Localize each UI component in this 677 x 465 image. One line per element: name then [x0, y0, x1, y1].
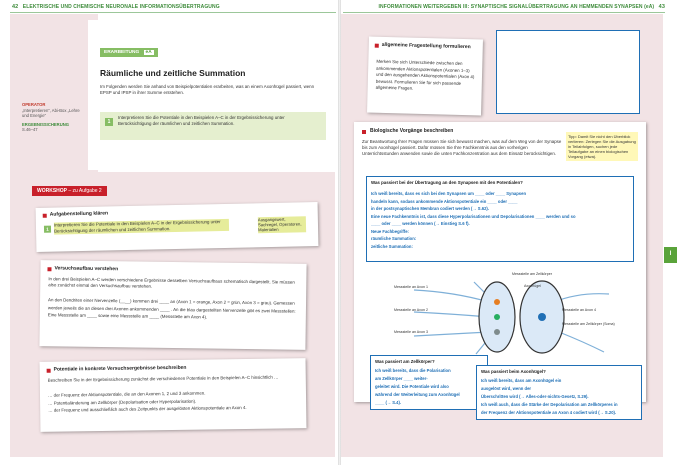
synapse-line: Eine neue Fachkenntnis ist, dass diese Hyperpolarisationen und Depolarisationen ____ werden und so — [371, 213, 576, 219]
synapse-line: in der postsynaptischen Membran codiert werden (→ S.62). — [371, 206, 489, 211]
task-number: 1 — [105, 118, 113, 126]
synapse-axon2 — [494, 314, 500, 320]
label-axon3: Messstelle an Axon 3 — [394, 330, 428, 334]
card3-line: … der Frequenz und ausschließlich auch des Zeitpunkts der ausgelösten Aktionspotentiale an Axon 4. — [48, 404, 247, 413]
axonhuegel-line: ausgelöst wird, wenn der — [481, 386, 532, 391]
synapse-line: ____ oder ____ werden können (→ Einstieg S.6 f). — [371, 221, 470, 226]
soma-nucleus — [538, 313, 546, 321]
section-intro: Im Folgenden werden Sie anhand von Beispielpotentialen erarbeiten, was an einem Axonhügel passiert, wenn EPSP und IPSP in ihrer Summe entstehen. — [100, 84, 315, 95]
right-header — [379, 4, 665, 10]
card1-marker — [43, 214, 47, 218]
result-text: S.46–47 — [22, 127, 38, 132]
result-label: ERGEBNISSICHERUNG — [22, 121, 69, 127]
erarbeitung-badge-suffix: eA — [145, 50, 152, 55]
label-axon2: Messstelle an Axon 2 — [394, 308, 428, 312]
left-header — [12, 4, 220, 10]
box1-title: allgemeine Fragestellung formulieren — [381, 41, 471, 51]
card3-intro: Beschreiben Sie in der Ergebnissicherung zunächst die verschiedenen Potentiale in den Beispielen A–C hinsichtlich … — [47, 374, 279, 383]
card-potentiale — [40, 358, 307, 432]
zellkoerper-answer-box — [370, 355, 488, 410]
card3-line: … Potentialänderung am Zellkörper (Depolarisation oder Hyperpolarisation). — [48, 398, 197, 406]
zellkoerper-lines — [375, 367, 485, 407]
right-header-title: INFORMATIONEN WEITERGEBEN III: SYNAPTISCHE SIGNALÜBERTRAGUNG AN HEMMENDEN SYNAPSEN (eA) — [378, 4, 655, 10]
card1-title: Aufgabenstellung klären — [49, 210, 109, 218]
zellkoerper-line: Ich weiß bereits, dass die Polarisation — [375, 368, 451, 373]
label-axon4: Messstelle an Axon 4 — [562, 308, 596, 312]
zellkoerper-line: ____ (→ S.4). — [375, 400, 402, 405]
task-box — [100, 112, 326, 140]
tipp-note: Tipp: Damit Sie nicht den Überblick verlieren: Zerlegen Sie die Ausgabung in Teilabfolgen, suchen jede Teilaufgabe an einen biologischen Vorgang (etwa). — [566, 132, 638, 161]
workshop-badge — [32, 186, 107, 196]
workshop-label: WORKSHOP — [37, 188, 67, 194]
axonhuegel-answer-box — [476, 365, 642, 420]
operator-label: OPERATOR — [22, 102, 46, 107]
synapse-line: Ich weiß bereits, dass es sich bei den Synapsen um ____ oder ____ Synapsen — [371, 191, 527, 196]
card-versuchsaufbau — [39, 260, 306, 350]
card3-marker — [47, 369, 51, 373]
left-header-title: ELEKTRISCHE UND CHEMISCHE NEURONALE INFORMATIONSÜBERTRAGUNG — [22, 4, 220, 10]
card-aufgabenstellung — [36, 202, 319, 252]
synapse-line: handeln kann, sodass ankommende Aktionspotentiale ein ____ oder ____ — [371, 198, 518, 204]
axonhuegel-lines — [481, 377, 639, 417]
zellkoerper-line: geleitet wird. Die Potentiale wird also — [375, 384, 449, 389]
box2-text: Zur Beantwortung Ihrer Fragen müssen Sie sich bewusst machen, was auf dem Weg von der Synapse bis zum Axonhügel passiert. Dafür müssen Sie Ihre Fachkenntnis aus den vorherigen Unterrichtsstunden anwenden sowie die unten Fachkonzentration aus dem Einsatz berücksichtigen. — [362, 139, 562, 156]
right-page-number: 43 — [658, 4, 665, 10]
synapse-lines — [371, 190, 633, 250]
section-title: Räumliche und zeitliche Summation — [100, 68, 246, 78]
left-header-rule — [10, 12, 336, 13]
chapter-tab[interactable]: I — [664, 247, 677, 263]
axon2-path — [414, 312, 489, 317]
card1-side: Ausgangswert, Sachregel, Operatoren, Materialien — [258, 216, 306, 233]
card-fragestellung — [367, 37, 483, 116]
axonhuegel-question: Was passiert beim Axonhügel? — [481, 369, 546, 374]
card2-title: Versuchsaufbau verstehen — [54, 265, 119, 273]
card3-list — [48, 388, 298, 414]
box1-text: Merken Sie sich Unterschiede zwischen den ankommenden Aktionspotentialen (Axonen 1–3) und den ausgehenden Aktionspotentialen (Axon 4) bewusst. Formulieren Sie für sich passende allgemeine Fragen. — [375, 58, 475, 91]
label-zellkoerper: Messstelle am Zellkörper — [512, 272, 552, 276]
axonhuegel-line: der Frequenz der Aktionspotentiale an Axon 4 codiert wird (→ S.20). — [481, 410, 617, 415]
card1-text: Interpretieren Sie die Potentiale in den Beispielen A–C in der Ergebnissicherung unter Berücksichtigung der räumlichen und zeitlichen Summation. — [54, 219, 229, 235]
card2-marker — [47, 267, 51, 271]
synapse-axon3 — [494, 329, 500, 335]
card3-title: Potentiale in konkrete Versuchsergebnisse beschreiben — [53, 364, 187, 373]
operator-text: „Interpretieren“, Abi-Box „Lehre und Energie“ — [22, 107, 80, 118]
task-text: Interpretieren Sie die Potentiale in den Beispielen A–C in der Ergebnissicherung unter Berücksichtigung der räumlichen und zeitlichen Summation. — [118, 115, 285, 126]
synapse-line: Neue Fachbegriffe: — [371, 228, 409, 234]
neuron-diagram — [394, 272, 624, 362]
axonhuegel-line: Ich weiß bereits, dass am Axonhügel ein — [481, 378, 562, 383]
card1-number: 1 — [44, 226, 51, 233]
synapse-answer-box — [366, 176, 634, 262]
axonhuegel-line: Ich weiß auch, dass die Stärke der Depolarisation am Zellkörperes in — [481, 402, 618, 407]
synapse-line: räumliche Summation: — [371, 236, 417, 241]
synapse-line: zeitliche Summation: — [371, 243, 413, 249]
axonhuegel-line: Überschritten wird (→ Alles-oder-nichts-Gesetz, S.29). — [481, 394, 589, 399]
synapse-axon1 — [494, 299, 500, 305]
left-page-number: 42 — [12, 4, 19, 10]
label-zellkoerper-soma: Messstelle am Zellkörper (Soma) — [562, 322, 615, 326]
label-axonhuegel: Axonhügel — [524, 284, 541, 288]
box2-title: Biologische Vorgänge beschreiben — [370, 128, 454, 134]
workshop-suffix: – zu Aufgabe 2 — [68, 188, 102, 194]
card2-text1: In den drei Beispielen A–C werden verschiedene Ergebnisse desselben Versuchsaufbaus schematisch dargestellt. Sie müssen also zunächst einmal den Versuchsaufbau verstehen. — [48, 276, 295, 289]
box2-marker — [362, 130, 366, 134]
erarbeitung-badge — [100, 48, 158, 57]
card2-text2: An den Dendriten einer Nervenzelle (____) kommen drei ____ an (Axon 1 = orange, Axon 2 = grün, Axon 3 = grau). Gemessen werden jeweils die an diesen drei Axonen ankommenden ____ . An die blau dargestellten Nervenzelle gibt es zwei Messstellen: Eine Messstelle am ____ sowie eine Messstelle am ____ (Messstelle am Axon 4). — [47, 297, 296, 320]
label-axon1: Messstelle an Axon 1 — [394, 285, 428, 289]
margin-note — [22, 102, 86, 133]
card3-line: … der Frequenz der Aktionspotentiale, die an den Axonen 1, 2 und 3 ankommen. — [47, 390, 206, 398]
zellkoerper-line: am Zellkörper ____ weiter- — [375, 376, 428, 381]
axon1-path — [414, 290, 489, 302]
synapse-question: Was passiert bei der Übertragung an den Synapsen mit den Potentialen? — [371, 180, 523, 185]
fragestellung-answer-box[interactable] — [496, 30, 640, 114]
zellkoerper-line: während der Weiterleitung zum Axonhügel — [375, 392, 460, 397]
box1-marker — [375, 44, 379, 48]
right-header-rule — [343, 12, 665, 13]
left-margin-band — [10, 14, 98, 172]
erarbeitung-badge-label: ERARBEITUNG — [104, 50, 140, 55]
zellkoerper-question: Was passiert am Zellkörper? — [375, 359, 435, 364]
erarbeitung-section — [88, 20, 334, 170]
